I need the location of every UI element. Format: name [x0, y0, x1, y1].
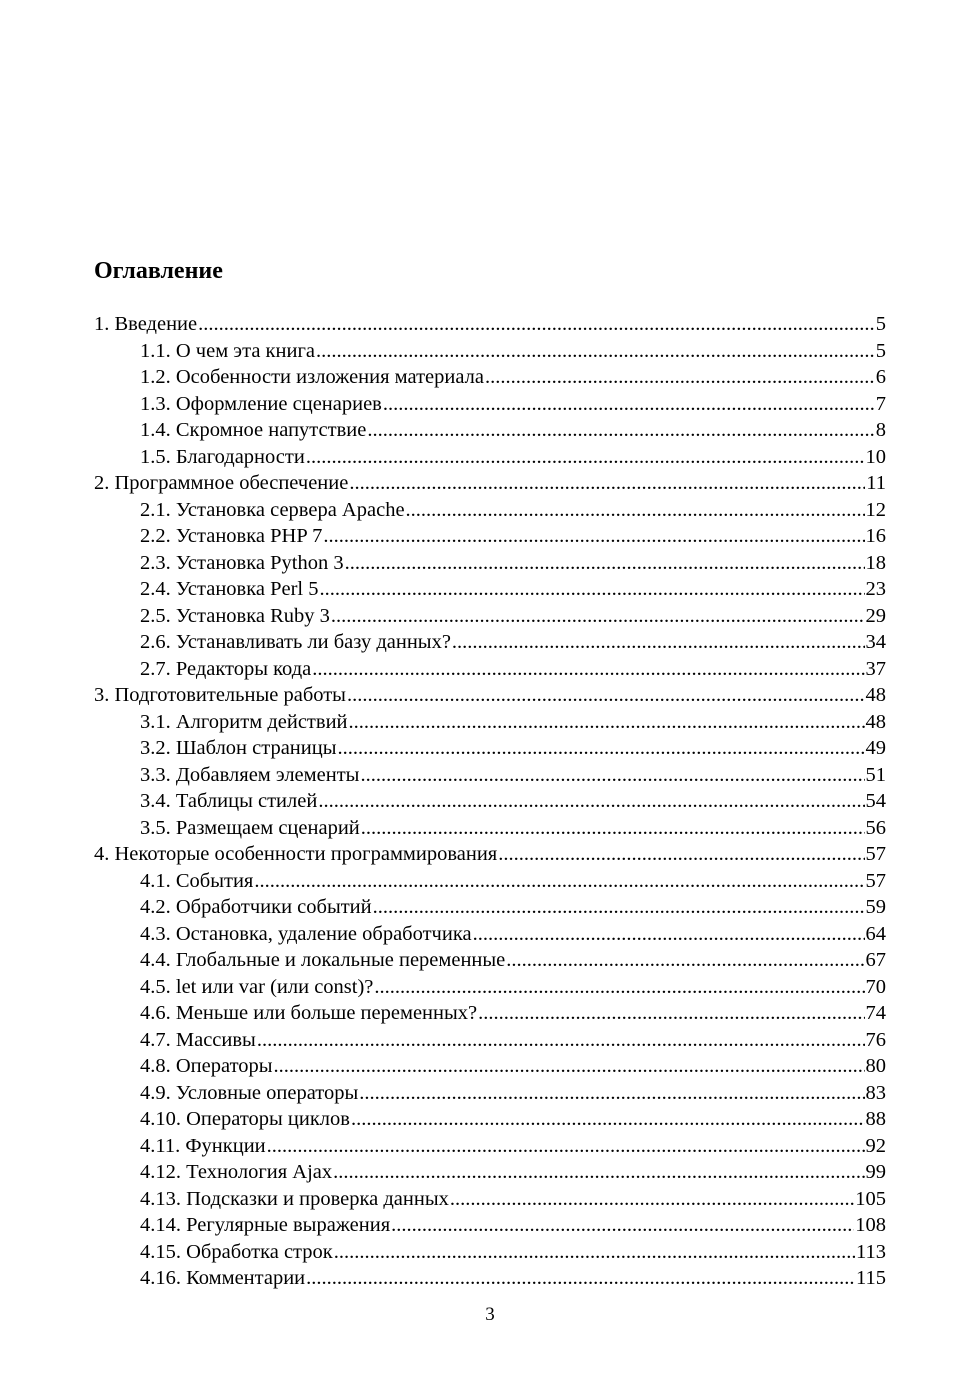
toc-entry-label: 4.10. Операторы циклов: [140, 1108, 350, 1130]
toc-entry-page: 80: [865, 1055, 886, 1077]
toc-entry-label: 4.12. Технология Ajax: [140, 1161, 333, 1183]
toc-entry-page: 56: [865, 816, 886, 839]
toc-entry[interactable]: [94, 470, 886, 497]
dot-leader: [485, 364, 875, 391]
dot-leader: [333, 1159, 864, 1186]
toc-entry-label: 2. Программное обеспечение: [94, 472, 349, 494]
toc-entry[interactable]: [94, 576, 886, 603]
toc-entry-page: 67: [865, 949, 886, 971]
toc-entry-label: 3.3. Добавляем элементы: [140, 763, 360, 786]
toc-entry[interactable]: [94, 709, 886, 736]
dot-leader: [312, 656, 864, 683]
toc-entry[interactable]: [94, 656, 886, 683]
toc-entry-label: 4. Некоторые особенности программирования: [94, 843, 498, 865]
toc-entry[interactable]: [94, 1000, 886, 1027]
toc-entry-page: 70: [865, 975, 886, 998]
toc-entry-page: 49: [865, 737, 886, 759]
toc-entry-label: 1. Введение: [94, 313, 198, 335]
toc-entry-label: 1.3. Оформление сценариев: [140, 392, 382, 415]
toc-entry-label: 4.16. Комментарии: [140, 1267, 306, 1289]
toc-entry[interactable]: [94, 788, 886, 815]
toc-entry-label: 4.7. Массивы: [140, 1028, 256, 1051]
toc-entry-label: 2.7. Редакторы кода: [140, 657, 312, 680]
dot-leader: [406, 497, 865, 524]
toc-entry-label: 1.2. Особенности изложения материала: [140, 366, 484, 388]
toc-entry-label: 4.3. Остановка, удаление обработчика: [140, 922, 472, 945]
toc-entry[interactable]: [94, 1027, 886, 1054]
dot-leader: [450, 1186, 854, 1213]
dot-leader: [383, 391, 875, 418]
toc-entry[interactable]: [94, 1212, 886, 1239]
dot-leader: [323, 523, 864, 550]
dot-leader: [306, 444, 865, 471]
dot-leader: [349, 709, 865, 736]
toc-entry-page: 51: [865, 763, 886, 786]
toc-entry-page: 83: [865, 1081, 886, 1104]
toc-entry-page: 6: [875, 366, 886, 388]
toc-entry[interactable]: [94, 1053, 886, 1080]
toc-entry[interactable]: [94, 1133, 886, 1160]
toc-entry[interactable]: [94, 1080, 886, 1107]
dot-leader: [334, 1239, 855, 1266]
dot-leader: [478, 1000, 864, 1027]
toc-entry-page: 74: [865, 1002, 886, 1024]
toc-entry-page: 113: [856, 1240, 886, 1263]
toc-entry-page: 92: [865, 1134, 886, 1157]
toc-entry-page: 108: [855, 1214, 886, 1236]
toc-entry-page: 99: [865, 1161, 886, 1183]
toc-entry[interactable]: [94, 868, 886, 895]
dot-leader: [257, 1027, 865, 1054]
toc-entry-label: 3.5. Размещаем сценарий: [140, 816, 360, 839]
toc-entry[interactable]: [94, 735, 886, 762]
dot-leader: [331, 603, 865, 630]
dot-leader: [361, 815, 865, 842]
toc-entry-page: 7: [875, 392, 886, 415]
dot-leader: [345, 550, 865, 577]
toc-entry-label: 1.4. Скромное напутствие: [140, 419, 367, 441]
toc-entry-label: 3.4. Таблицы стилей: [140, 790, 318, 812]
toc-entry-page: 8: [875, 419, 886, 441]
toc-entry-page: 37: [865, 657, 886, 680]
toc-entry-label: 2.6. Устанавливать ли базу данных?: [140, 631, 451, 653]
toc-entry[interactable]: [94, 550, 886, 577]
toc-entry[interactable]: [94, 974, 886, 1001]
toc-entry[interactable]: [94, 815, 886, 842]
toc-entry-label: 4.4. Глобальные и локальные переменные: [140, 949, 506, 971]
dot-leader: [306, 1265, 855, 1292]
toc-entry-label: 2.5. Установка Ruby 3: [140, 604, 330, 627]
toc-entry-page: 54: [865, 790, 886, 812]
toc-entry[interactable]: [94, 603, 886, 630]
toc-entry-label: 2.1. Установка сервера Apache: [140, 498, 405, 521]
toc-entry[interactable]: [94, 947, 886, 974]
toc-entry[interactable]: [94, 894, 886, 921]
toc-title: Оглавление: [94, 258, 223, 284]
toc-entry-page: 29: [865, 604, 886, 627]
toc-entry[interactable]: [94, 523, 886, 550]
toc-entry-page: 18: [865, 551, 886, 574]
toc-entry-label: 4.5. let или var (или const)?: [140, 975, 374, 998]
dot-leader: [347, 682, 865, 709]
dot-leader: [267, 1133, 865, 1160]
dot-leader: [359, 1080, 864, 1107]
toc-entry-page: 115: [856, 1267, 886, 1289]
toc-entry-page: 5: [875, 313, 886, 335]
dot-leader: [198, 311, 875, 338]
toc-entry-page: 105: [855, 1187, 886, 1210]
toc-entry[interactable]: [94, 311, 886, 338]
toc-entry-page: 23: [865, 578, 886, 600]
dot-leader: [274, 1053, 865, 1080]
toc-entry-page: 10: [865, 445, 886, 468]
toc-entry-page: 59: [865, 896, 886, 918]
dot-leader: [338, 735, 865, 762]
toc-entry-label: 2.3. Установка Python 3: [140, 551, 344, 574]
toc-entry-page: 34: [865, 631, 886, 653]
toc-entry-page: 64: [865, 922, 886, 945]
toc-entry[interactable]: [94, 497, 886, 524]
toc-entry-label: 1.1. О чем эта книга: [140, 339, 315, 362]
dot-leader: [452, 629, 865, 656]
toc-entry[interactable]: [94, 364, 886, 391]
toc-entry-label: 4.2. Обработчики событий: [140, 896, 372, 918]
dot-leader: [374, 974, 864, 1001]
toc-entry[interactable]: [94, 682, 886, 709]
toc-entry-label: 4.6. Меньше или больше переменных?: [140, 1002, 478, 1024]
toc-entry-label: 4.15. Обработка строк: [140, 1240, 333, 1263]
dot-leader: [473, 921, 865, 948]
toc-entry[interactable]: [94, 841, 886, 868]
toc-entry-label: 1.5. Благодарности: [140, 445, 305, 468]
toc-entry-page: 57: [865, 843, 886, 865]
toc-entry-label: 2.4. Установка Perl 5: [140, 578, 319, 600]
toc-entry-label: 4.13. Подсказки и проверка данных: [140, 1187, 449, 1210]
toc-entry[interactable]: [94, 1159, 886, 1186]
toc-entry-label: 3. Подготовительные работы: [94, 684, 346, 706]
dot-leader: [373, 894, 865, 921]
toc-entry[interactable]: [94, 629, 886, 656]
dot-leader: [320, 576, 865, 603]
toc-entry-page: 48: [865, 710, 886, 733]
dot-leader: [351, 1106, 865, 1133]
dot-leader: [391, 1212, 854, 1239]
toc-entry-page: 12: [865, 498, 886, 521]
toc-entry-label: 2.2. Установка PHP 7: [140, 525, 323, 547]
toc-entry-page: 11: [866, 472, 886, 494]
toc-entry-page: 88: [865, 1108, 886, 1130]
toc-entry[interactable]: [94, 921, 886, 948]
toc-entry-page: 16: [865, 525, 886, 547]
toc-entry[interactable]: [94, 338, 886, 365]
toc-entry[interactable]: [94, 1239, 886, 1266]
dot-leader: [498, 841, 864, 868]
toc-entry-label: 4.8. Операторы: [140, 1055, 273, 1077]
toc-entry[interactable]: [94, 1186, 886, 1213]
toc-entry-label: 3.1. Алгоритм действий: [140, 710, 348, 733]
table-of-contents: [94, 311, 886, 1292]
toc-entry-label: 4.14. Регулярные выражения: [140, 1214, 391, 1236]
toc-entry[interactable]: [94, 444, 886, 471]
dot-leader: [316, 338, 875, 365]
toc-entry-page: 5: [875, 339, 886, 362]
dot-leader: [318, 788, 864, 815]
toc-entry-page: 76: [865, 1028, 886, 1051]
toc-entry-label: 4.9. Условные операторы: [140, 1081, 359, 1104]
toc-entry[interactable]: [94, 1265, 886, 1292]
toc-entry[interactable]: [94, 762, 886, 789]
dot-leader: [349, 470, 865, 497]
dot-leader: [506, 947, 864, 974]
toc-entry-label: 4.11. Функции: [140, 1134, 266, 1157]
toc-entry-label: 3.2. Шаблон страницы: [140, 737, 337, 759]
toc-entry-label: 4.1. События: [140, 869, 254, 892]
toc-entry-page: 48: [865, 684, 886, 706]
dot-leader: [360, 762, 864, 789]
toc-entry[interactable]: [94, 1106, 886, 1133]
dot-leader: [254, 868, 864, 895]
page-number: 3: [485, 1304, 495, 1325]
toc-entry-page: 57: [865, 869, 886, 892]
toc-entry[interactable]: [94, 391, 886, 418]
dot-leader: [367, 417, 874, 444]
toc-entry[interactable]: [94, 417, 886, 444]
